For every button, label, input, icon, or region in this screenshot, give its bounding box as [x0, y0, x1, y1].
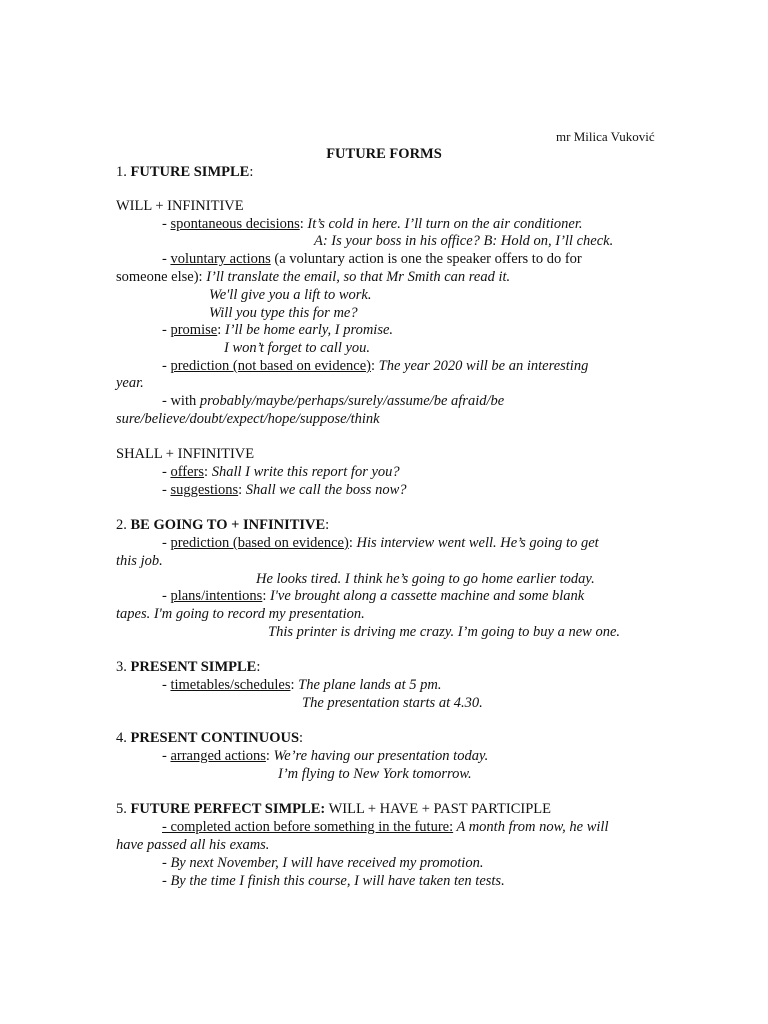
example-text: tapes. I'm going to record my presentation. [116, 606, 365, 622]
example-text: A: Is your boss in his office? B: Hold on, I’ll check. [314, 233, 614, 249]
colon: : [256, 659, 261, 675]
shall-heading: SHALL + INFINITIVE [116, 446, 255, 462]
example-text: Shall I write this report for you? [211, 464, 400, 480]
example-text: I've brought along a cassette machine and some blank [269, 588, 585, 604]
spontaneous-line [162, 216, 658, 234]
usage-label: voluntary actions [170, 251, 271, 267]
colon: : [217, 322, 225, 338]
example-text: year. [116, 375, 144, 391]
with-label: - with [162, 393, 200, 409]
example-line [116, 837, 658, 855]
description-text: (a voluntary action is one the speaker offers to do for [270, 251, 582, 267]
dash: - [162, 748, 171, 764]
colon: : [299, 730, 304, 746]
dash: - [162, 216, 171, 232]
example-line [268, 624, 658, 642]
example-line [116, 553, 658, 571]
plans-line [162, 588, 658, 606]
example-text: I won’t forget to call you. [224, 340, 371, 356]
example-text: This printer is driving me crazy. I’m going to buy a new one. [268, 624, 621, 640]
example-line [224, 340, 658, 358]
example-text: I’m flying to New York tomorrow. [278, 766, 472, 782]
usage-label: promise [170, 322, 218, 338]
dash: - [162, 677, 171, 693]
description-text: someone else): [116, 269, 207, 285]
example-line [116, 606, 658, 624]
example-line [278, 766, 658, 784]
example-text: this job. [116, 553, 163, 569]
example-text: I’ll be home early, I promise. [224, 322, 394, 338]
usage-label: prediction (not based on evidence) [170, 358, 371, 374]
section-1-heading [116, 164, 658, 182]
usage-label: offers [170, 464, 205, 480]
usage-label: suggestions [170, 482, 239, 498]
section-name: BE GOING TO + INFINITIVE [130, 517, 326, 533]
example-line [256, 571, 658, 589]
colon: : [249, 164, 254, 180]
dash: - [162, 322, 171, 338]
example-line [209, 305, 658, 323]
timetables-line [162, 677, 658, 695]
section-number: 5. [116, 801, 131, 817]
dash: - [162, 588, 171, 604]
section-name: PRESENT CONTINUOUS [130, 730, 300, 746]
example-text: Will you type this for me? [209, 305, 358, 321]
example-line [162, 873, 658, 891]
colon: : [238, 482, 246, 498]
example-text: - By next November, I will have received my promotion. [162, 855, 484, 871]
example-text: A month from now, he will [453, 819, 609, 835]
example-text: He looks tired. I think he’s going to go home earlier today. [256, 571, 595, 587]
example-line [302, 695, 658, 713]
colon: : [290, 677, 299, 693]
section-name: FUTURE SIMPLE [130, 164, 250, 180]
example-text: sure/believe/doubt/expect/hope/suppose/think [116, 411, 380, 427]
section-number: 2. [116, 517, 131, 533]
colon: : [265, 748, 274, 764]
colon: : [348, 535, 357, 551]
dash: - [162, 464, 171, 480]
example-text: Shall we call the boss now? [245, 482, 407, 498]
example-line [116, 375, 658, 393]
example-line [209, 287, 658, 305]
usage-label: spontaneous decisions [170, 216, 300, 232]
suggestions-line [162, 482, 658, 500]
usage-label: plans/intentions [170, 588, 263, 604]
section-number: 3. [116, 659, 131, 675]
section-number: 4. [116, 730, 131, 746]
colon: : [204, 464, 212, 480]
example-line [162, 855, 658, 873]
usage-label: prediction (based on evidence) [170, 535, 349, 551]
example-text: have passed all his exams. [116, 837, 270, 853]
usage-label: timetables/schedules [170, 677, 291, 693]
dash: - [162, 535, 171, 551]
example-text: The presentation starts at 4.30. [302, 695, 483, 711]
example-text: probably/maybe/perhaps/surely/assume/be afraid/be [199, 393, 505, 409]
voluntary-line [162, 251, 658, 269]
example-text: - By the time I finish this course, I will have taken ten tests. [162, 873, 505, 889]
example-text: His interview went well. He’s going to get [356, 535, 599, 551]
dash: - [162, 482, 171, 498]
formula-text: WILL + HAVE + PAST PARTICIPLE [325, 801, 551, 817]
offers-line [162, 464, 658, 482]
example-text: The year 2020 will be an interesting [378, 358, 589, 374]
author-name: mr Milica Vuković [556, 129, 655, 144]
section-name: PRESENT SIMPLE [130, 659, 257, 675]
example-text: We'll give you a lift to work. [209, 287, 372, 303]
colon: : [325, 517, 330, 533]
page-title: FUTURE FORMS [326, 146, 442, 162]
with-line [162, 393, 658, 411]
usage-label: - completed action before something in the future: [162, 819, 454, 835]
section-number: 1. [116, 164, 131, 180]
example-text: The plane lands at 5 pm. [298, 677, 442, 693]
prediction-line [162, 358, 658, 376]
example-text: It’s cold in here. I’ll turn on the air conditioner. [307, 216, 583, 232]
example-text: I’ll translate the email, so that Mr Smith can read it. [206, 269, 511, 285]
section-name: FUTURE PERFECT SIMPLE: [130, 801, 326, 817]
section-4-heading [116, 730, 658, 748]
section-3-heading [116, 659, 658, 677]
arranged-line [162, 748, 658, 766]
dash: - [162, 358, 171, 374]
example-text: We’re having our presentation today. [273, 748, 489, 764]
prediction-evidence-line [162, 535, 658, 553]
voluntary-line-2 [116, 269, 658, 287]
section-2-heading [116, 517, 658, 535]
colon: : [262, 588, 270, 604]
colon: : [370, 358, 379, 374]
section-5-heading [116, 801, 658, 819]
dash: - [162, 251, 171, 267]
colon: : [299, 216, 308, 232]
example-line [116, 411, 658, 429]
will-heading: WILL + INFINITIVE [116, 198, 244, 214]
promise-line [162, 322, 658, 340]
usage-label: arranged actions [170, 748, 266, 764]
completed-line [162, 819, 658, 837]
example-line [314, 233, 658, 251]
